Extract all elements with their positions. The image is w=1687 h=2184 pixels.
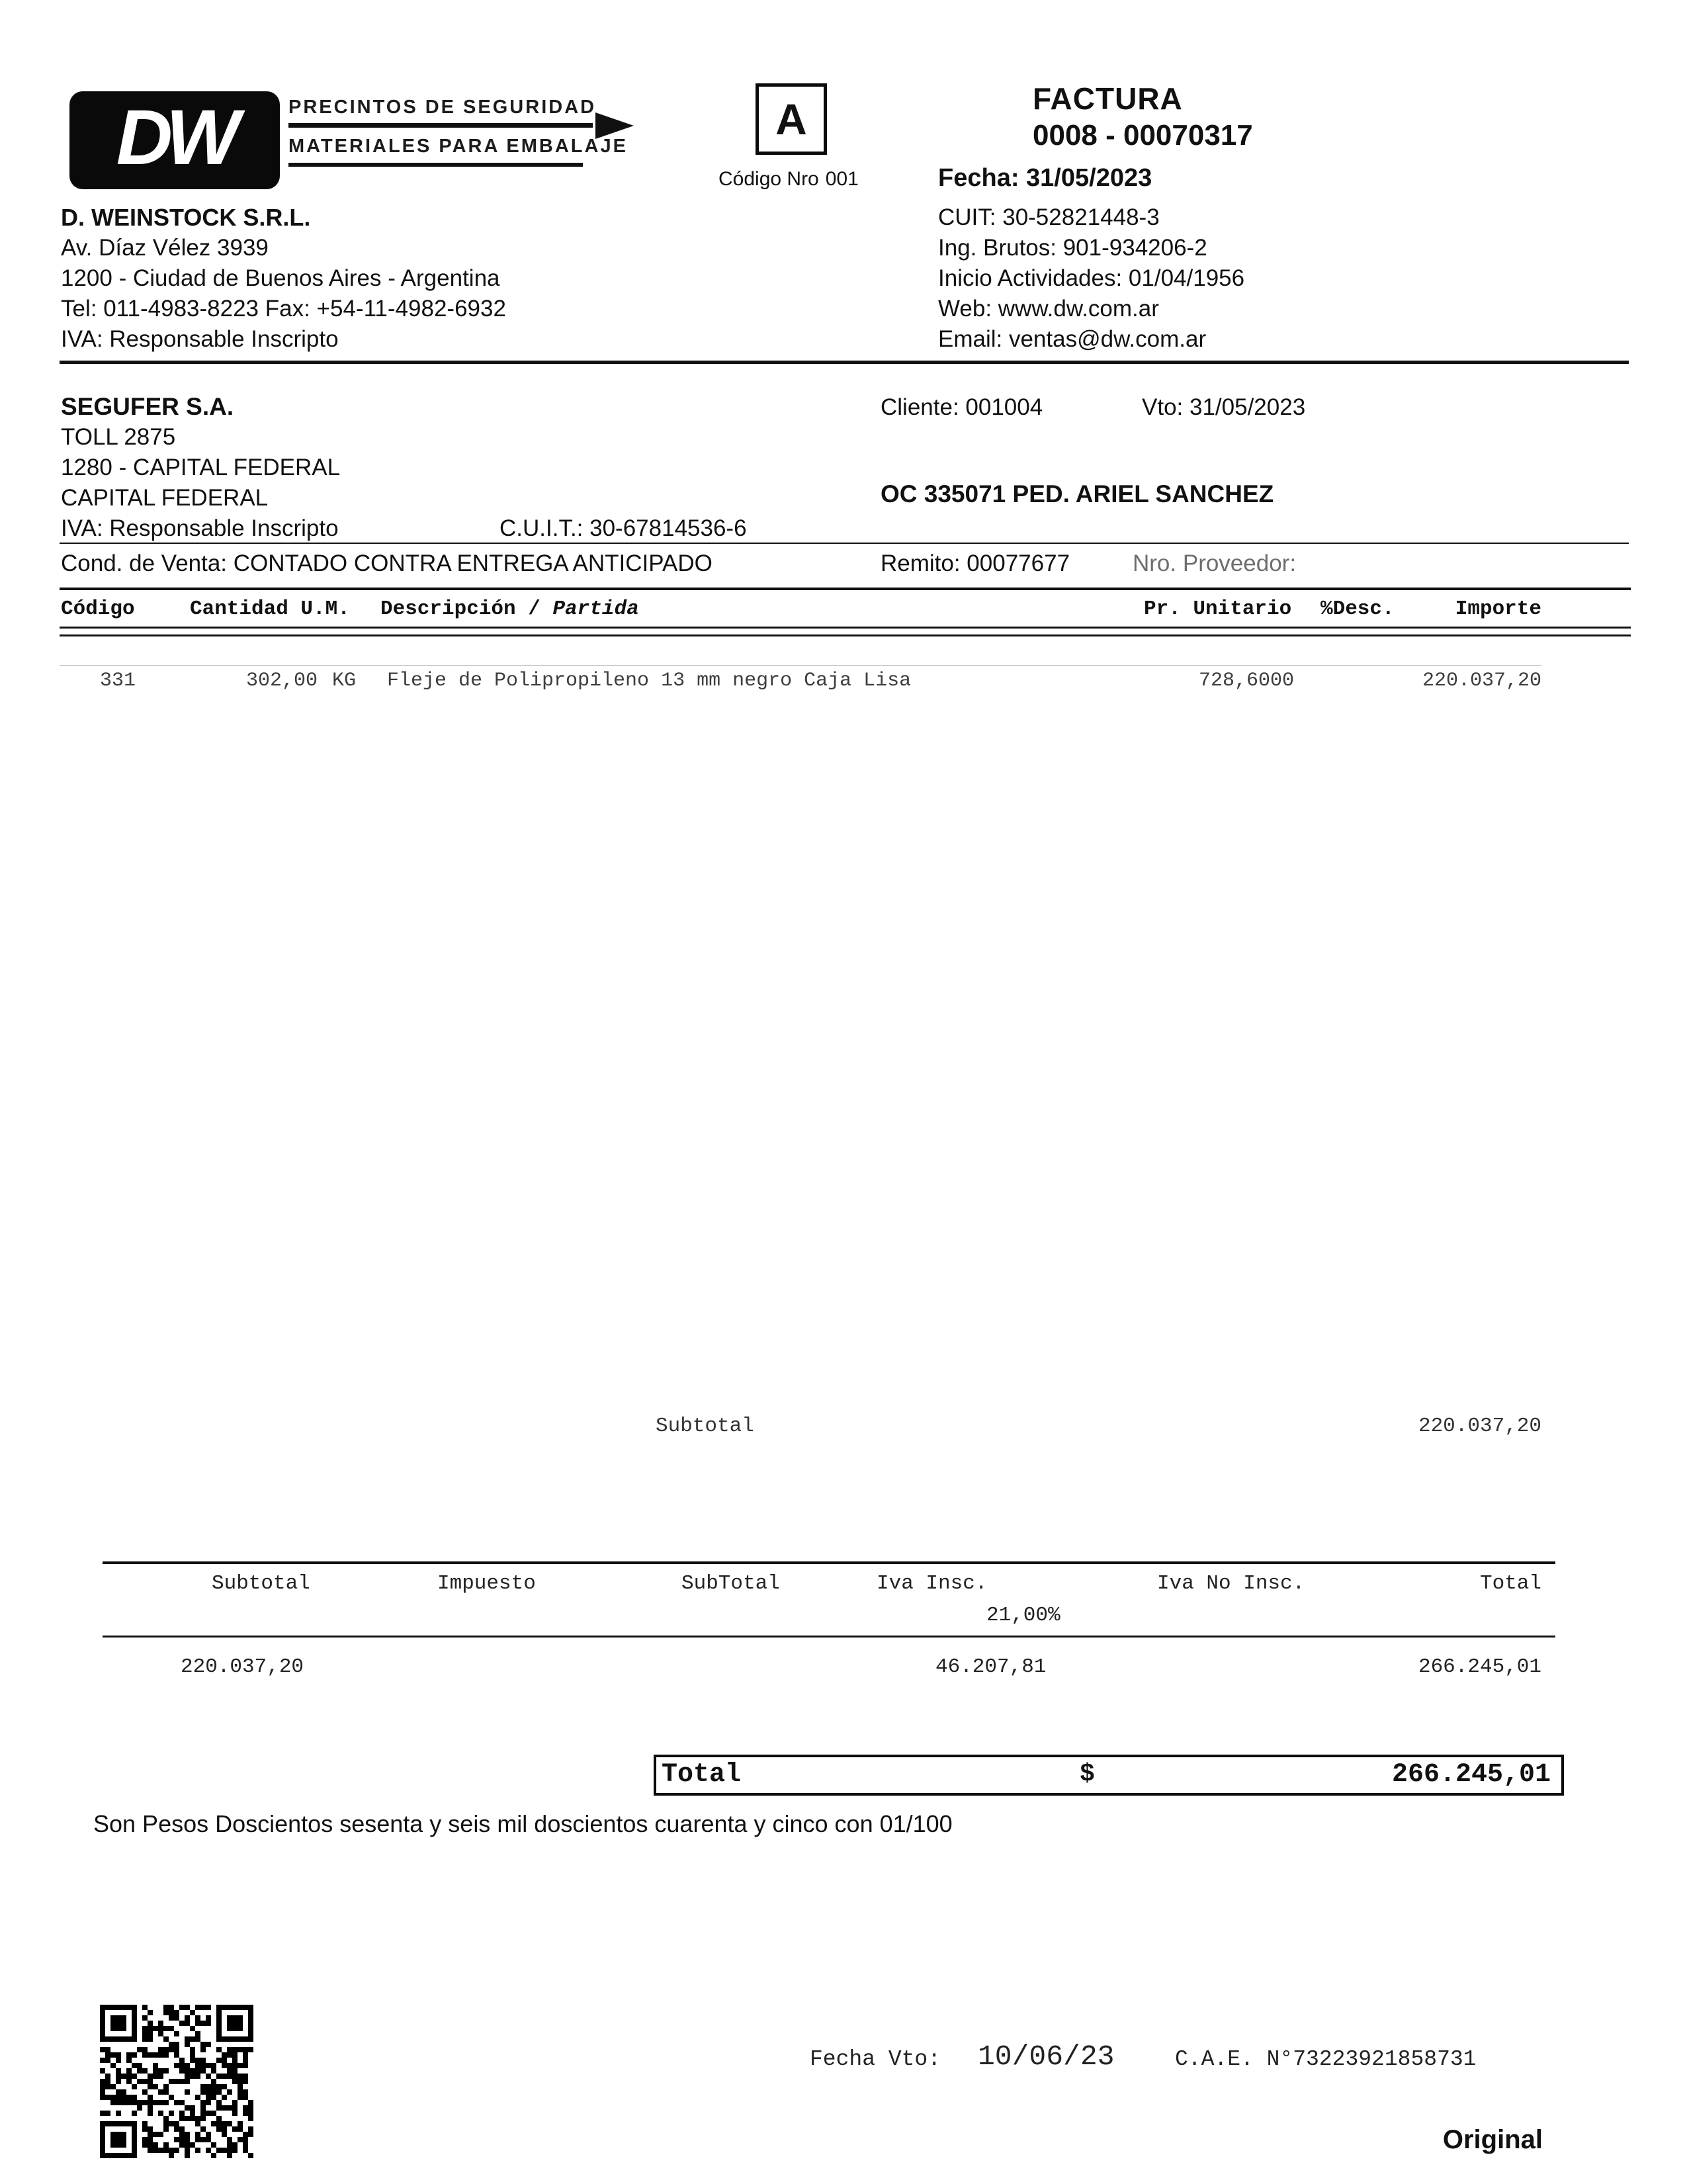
col-header-importe: Importe xyxy=(1455,597,1541,621)
item-pr-unitario: 728,6000 xyxy=(1198,670,1294,692)
table-top-rule xyxy=(60,588,1631,590)
logo-dw-text: DW xyxy=(116,94,234,181)
header-double-rule-2 xyxy=(60,634,1631,636)
summary-value-iva-insc: 46.207,81 xyxy=(935,1655,1047,1679)
arrow-right-icon xyxy=(595,112,634,139)
client-name: SEGUFER S.A. xyxy=(61,393,234,420)
subtotal-value: 220.037,20 xyxy=(1418,1415,1541,1438)
copy-label: Original xyxy=(1442,2125,1543,2154)
currency-sign: $ xyxy=(1080,1760,1095,1788)
fecha-vto-label: Fecha Vto: xyxy=(810,2047,941,2072)
company-ing-brutos: Ing. Brutos: 901-934206-2 xyxy=(938,235,1207,261)
company-info xyxy=(61,202,506,355)
client-address: TOLL 2875 xyxy=(61,424,176,450)
document-title: FACTURA xyxy=(1033,81,1183,116)
client-number: Cliente: 001004 xyxy=(881,394,1043,420)
company-web: Web: www.dw.com.ar xyxy=(938,296,1159,322)
company-email: Email: ventas@dw.com.ar xyxy=(938,326,1207,352)
company-city: 1200 - Ciudad de Buenos Aires - Argentina xyxy=(61,265,500,291)
client-iva-cuit-line xyxy=(61,513,747,544)
item-importe: 220.037,20 xyxy=(1422,670,1541,692)
col-header-pr-unitario: Pr. Unitario xyxy=(1144,597,1292,621)
item-um: KG xyxy=(332,670,357,692)
codigo-nro-value: 001 xyxy=(825,168,859,190)
company-iva: IVA: Responsable Inscripto xyxy=(61,326,339,352)
company-phones: Tel: 011-4983-8223 Fax: +54-11-4982-6932 xyxy=(61,296,506,322)
total-box xyxy=(654,1755,1564,1796)
company-name: D. WEINSTOCK S.R.L. xyxy=(61,204,311,231)
summary-value-subtotal: 220.037,20 xyxy=(181,1655,304,1679)
summary-header-subtotal: Subtotal xyxy=(212,1572,310,1595)
client-oc: OC 335071 PED. ARIEL SANCHEZ xyxy=(881,480,1274,507)
company-inicio-actividades: Inicio Actividades: 01/04/1956 xyxy=(938,265,1245,291)
logo-tagline-1: PRECINTOS DE SEGURIDAD xyxy=(288,97,597,118)
header-divider xyxy=(60,361,1629,364)
amount-in-words: Son Pesos Doscientos sesenta y seis mil doscientos cuarenta y cinco con 01/100 xyxy=(93,1810,953,1837)
summary-mid-rule xyxy=(103,1636,1555,1638)
client-divider xyxy=(60,543,1629,544)
cae-number: C.A.E. N°73223921858731 xyxy=(1175,2047,1477,2072)
client-cuit: C.U.I.T.: 30-67814536-6 xyxy=(499,515,747,541)
codigo-nro xyxy=(718,168,859,191)
summary-value-total: 266.245,01 xyxy=(1418,1655,1541,1679)
document-number: 0008 - 00070317 xyxy=(1033,119,1253,152)
company-logo xyxy=(69,91,280,189)
item-codigo: 331 xyxy=(100,670,136,692)
summary-header-iva-no-insc: Iva No Insc. xyxy=(1157,1572,1305,1595)
col-header-cantidad-um: Cantidad U.M. xyxy=(190,597,350,621)
summary-iva-rate: 21,00% xyxy=(986,1604,1060,1627)
row-faint-rule xyxy=(60,665,1541,666)
logo-bottom-bar xyxy=(288,163,583,167)
invoice-type-box xyxy=(756,83,827,155)
col-header-descripcion-label: Descripción / xyxy=(380,597,541,621)
summary-header-iva-insc: Iva Insc. xyxy=(877,1572,988,1595)
col-header-descripcion xyxy=(380,597,639,621)
invoice-type-letter: A xyxy=(775,95,807,144)
item-descripcion: Fleje de Polipropileno 13 mm negro Caja Lisa xyxy=(387,670,912,692)
total-value: 266.245,01 xyxy=(1391,1760,1551,1790)
logo-tagline-2: MATERIALES PARA EMBALAJE xyxy=(288,136,628,157)
client-iva: IVA: Responsable Inscripto xyxy=(61,515,339,541)
col-header-partida-label: Partida xyxy=(552,597,639,621)
client-province: CAPITAL FEDERAL xyxy=(61,485,269,511)
company-cuit: CUIT: 30-52821448-3 xyxy=(938,204,1160,230)
summary-header-impuesto: Impuesto xyxy=(437,1572,536,1595)
company-fiscal-info xyxy=(938,202,1244,355)
codigo-nro-label: Código Nro xyxy=(718,168,819,190)
summary-header-subtotal2: SubTotal xyxy=(681,1572,780,1595)
cond-venta: Cond. de Venta: CONTADO CONTRA ENTREGA ANTICIPADO xyxy=(61,550,713,576)
total-label: Total xyxy=(662,1760,742,1790)
summary-header-total: Total xyxy=(1479,1572,1541,1595)
item-cantidad: 302,00 xyxy=(246,670,318,692)
client-info xyxy=(61,392,747,544)
client-vto: Vto: 31/05/2023 xyxy=(1142,394,1306,420)
nro-proveedor: Nro. Proveedor: xyxy=(1133,550,1297,576)
logo-arrow-bar xyxy=(288,123,593,128)
subtotal-label: Subtotal xyxy=(656,1415,754,1438)
col-header-codigo: Código xyxy=(61,597,135,621)
logo-taglines xyxy=(288,97,659,167)
client-city: 1280 - CAPITAL FEDERAL xyxy=(61,455,341,480)
summary-top-rule xyxy=(103,1561,1555,1564)
col-header-desc-pct: %Desc. xyxy=(1320,597,1395,621)
document-date: Fecha: 31/05/2023 xyxy=(938,164,1152,192)
header-double-rule-1 xyxy=(60,627,1631,629)
remito: Remito: 00077677 xyxy=(881,550,1070,576)
fecha-vto-value: 10/06/23 xyxy=(978,2040,1115,2073)
qr-code xyxy=(100,2005,253,2158)
company-address: Av. Díaz Vélez 3939 xyxy=(61,235,269,261)
